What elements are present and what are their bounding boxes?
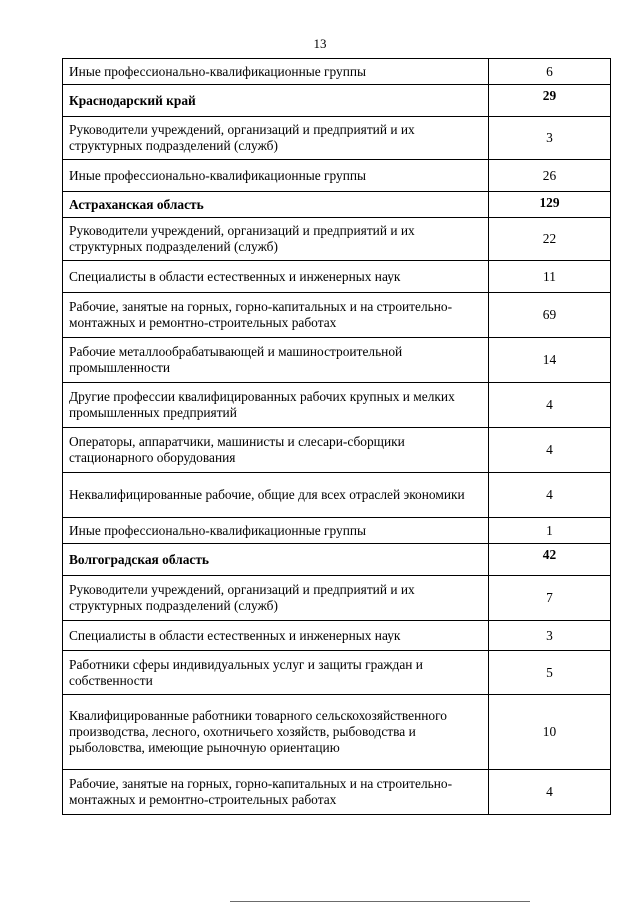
region-total-cell: 42: [489, 544, 611, 576]
region-row: [63, 192, 611, 218]
table-row: [63, 695, 611, 770]
region-name-cell: Краснодарский край: [63, 85, 489, 117]
region-row: [63, 85, 611, 117]
count-cell: 10: [489, 695, 611, 770]
group-name-cell: Иные профессионально-квалификационные группы: [63, 59, 489, 85]
table-row: [63, 59, 611, 85]
table-row: [63, 338, 611, 383]
group-name-cell: Неквалифицированные рабочие, общие для всех отраслей экономики: [63, 473, 489, 518]
table-row: [63, 428, 611, 473]
table-row: [63, 383, 611, 428]
count-cell: 26: [489, 160, 611, 192]
region-name-cell: Волгоградская область: [63, 544, 489, 576]
count-cell: 6: [489, 59, 611, 85]
table-row: [63, 293, 611, 338]
table-row: [63, 621, 611, 651]
region-name-cell: Астраханская область: [63, 192, 489, 218]
table-row: [63, 576, 611, 621]
quota-table: [62, 58, 611, 815]
count-cell: 4: [489, 473, 611, 518]
table-row: [63, 261, 611, 293]
table-row: [63, 160, 611, 192]
region-row: [63, 544, 611, 576]
group-name-cell: Специалисты в области естественных и инженерных наук: [63, 261, 489, 293]
count-cell: 4: [489, 770, 611, 815]
table-row: [63, 117, 611, 160]
group-name-cell: Квалифицированные работники товарного сельскохозяйственного производства, лесного, охотничьего хозяйств, рыбоводства и рыболовства, имеющие рыночную ориентацию: [63, 695, 489, 770]
group-name-cell: Руководители учреждений, организаций и предприятий и их структурных подразделений (служб): [63, 576, 489, 621]
scan-edge-line: [230, 901, 530, 902]
group-name-cell: Иные профессионально-квалификационные группы: [63, 518, 489, 544]
count-cell: 4: [489, 428, 611, 473]
table-row: [63, 518, 611, 544]
group-name-cell: Иные профессионально-квалификационные группы: [63, 160, 489, 192]
region-total-cell: 129: [489, 192, 611, 218]
count-cell: 4: [489, 383, 611, 428]
count-cell: 69: [489, 293, 611, 338]
group-name-cell: Руководители учреждений, организаций и предприятий и их структурных подразделений (служб): [63, 117, 489, 160]
group-name-cell: Операторы, аппаратчики, машинисты и слесари-сборщики стационарного оборудования: [63, 428, 489, 473]
table-body: [63, 59, 611, 815]
count-cell: 7: [489, 576, 611, 621]
region-total-cell: 29: [489, 85, 611, 117]
table-row: [63, 473, 611, 518]
page-number: 13: [313, 36, 327, 51]
group-name-cell: Специалисты в области естественных и инженерных наук: [63, 621, 489, 651]
count-cell: 3: [489, 117, 611, 160]
count-cell: 11: [489, 261, 611, 293]
group-name-cell: Работники сферы индивидуальных услуг и защиты граждан и собственности: [63, 651, 489, 695]
table-row: [63, 770, 611, 815]
count-cell: 5: [489, 651, 611, 695]
count-cell: 22: [489, 218, 611, 261]
group-name-cell: Другие профессии квалифицированных рабочих крупных и мелких промышленных предприятий: [63, 383, 489, 428]
table-row: [63, 218, 611, 261]
table-row: [63, 651, 611, 695]
count-cell: 1: [489, 518, 611, 544]
group-name-cell: Рабочие, занятые на горных, горно-капитальных и на строительно-монтажных и ремонтно-строительных работах: [63, 770, 489, 815]
group-name-cell: Рабочие, занятые на горных, горно-капитальных и на строительно-монтажных и ремонтно-строительных работах: [63, 293, 489, 338]
group-name-cell: Руководители учреждений, организаций и предприятий и их структурных подразделений (служб): [63, 218, 489, 261]
group-name-cell: Рабочие металлообрабатывающей и машиностроительной промышленности: [63, 338, 489, 383]
count-cell: 14: [489, 338, 611, 383]
count-cell: 3: [489, 621, 611, 651]
